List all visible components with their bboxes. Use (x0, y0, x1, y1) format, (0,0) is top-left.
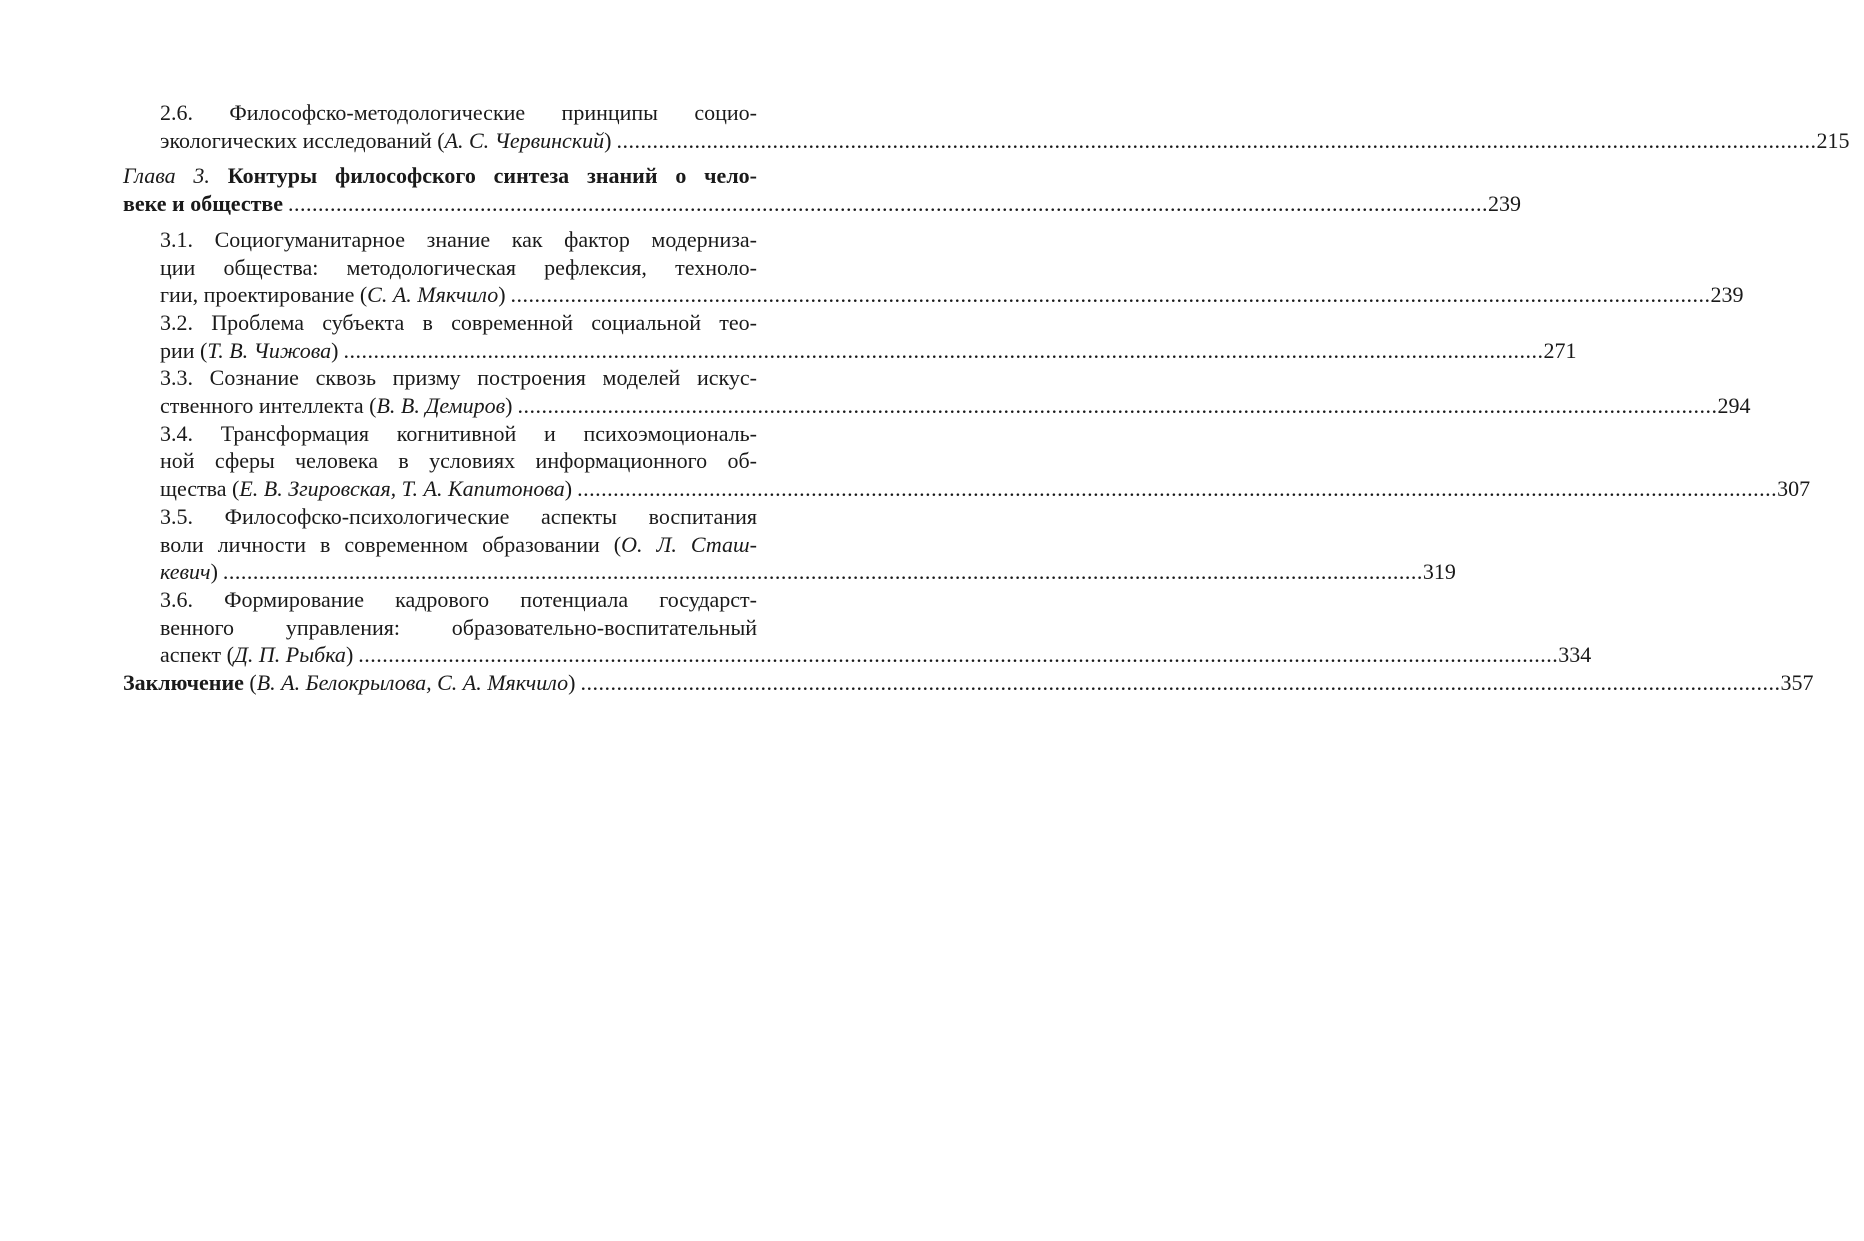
toc-paren: ) (505, 393, 513, 419)
toc-paren: ) (564, 476, 573, 502)
toc-page-number: 239 (1710, 282, 1744, 308)
toc-author: В. А. Белокрылова, С. А. Мякчило (256, 670, 569, 696)
toc-line: 3.4. Трансформация когнитивной и психоэмоциональ- (160, 420, 757, 446)
toc-page-number: 334 (1558, 642, 1592, 668)
toc-line: 2.6. Философско-методологические принципы социо- (160, 100, 757, 125)
toc-last-line (160, 337, 1577, 365)
toc-line: 3.1. Социогуманитарное знание как фактор модерниза- (160, 226, 757, 252)
toc-last-line (160, 641, 1592, 669)
table-of-contents (123, 99, 1850, 697)
toc-paren: ) (498, 282, 506, 308)
toc-page-number: 319 (1422, 559, 1456, 585)
toc-text: ственного интеллекта ( (160, 393, 377, 419)
toc-last-line (160, 281, 1744, 309)
toc-entry-3-3[interactable] (160, 364, 1751, 419)
toc-page-number: 357 (1780, 670, 1814, 696)
dot-leader: ........................................................................................................................................................................................................ (358, 642, 1559, 668)
chapter-label: Глава 3. (123, 163, 210, 189)
toc-page-number: 271 (1543, 337, 1577, 363)
toc-line: 3.5. Философско-психологические аспекты воспитания (160, 503, 757, 529)
toc-author: Е. В. Згировская, Т. А. Капитонова (239, 476, 565, 502)
toc-last-line (160, 127, 1850, 155)
dot-leader: ........................................................................................................................................................................................................ (288, 191, 1489, 217)
toc-text: ( (243, 670, 257, 696)
toc-entry-3-6[interactable] (160, 586, 1592, 669)
toc-author: С. А. Мякчило (367, 282, 499, 308)
dot-leader: ........................................................................................................................................................................................................ (580, 670, 1781, 696)
toc-line: венного управления: образовательно-воспитательный (160, 614, 757, 640)
toc-entry-3-2[interactable] (160, 309, 1577, 364)
toc-page-number: 239 (1488, 191, 1522, 217)
conclusion-title: Заключение (123, 670, 244, 696)
toc-page-number: 294 (1717, 393, 1751, 419)
toc-paren: ) (604, 127, 612, 153)
toc-entry-3-4[interactable] (160, 420, 1811, 503)
toc-entry-2-6[interactable] (160, 99, 1850, 154)
toc-line: 3.6. Формирование кадрового потенциала государст- (160, 586, 757, 612)
toc-paren: ) (568, 670, 576, 696)
toc-text: щества ( (160, 476, 240, 502)
toc-author: А. С. Червинский (444, 127, 605, 153)
toc-last-line (160, 558, 1456, 586)
toc-last-line (160, 475, 1811, 503)
chapter-title-end: веке и обществе (123, 191, 284, 217)
toc-entry-chapter-3[interactable] (123, 162, 1522, 217)
toc-last-line (123, 669, 1814, 697)
toc-text: воли личности в современном образовании ( (160, 531, 622, 557)
toc-last-line (160, 392, 1751, 420)
dot-leader: ........................................................................................................................................................................................................ (517, 393, 1718, 419)
chapter-title: Контуры философского синтеза знаний о чело- (227, 163, 757, 189)
toc-text: рии ( (160, 337, 208, 363)
toc-entry-3-5[interactable] (160, 503, 1456, 586)
dot-leader: ........................................................................................................................................................................................................ (222, 559, 1423, 585)
dot-leader: ........................................................................................................................................................................................................ (510, 282, 1711, 308)
toc-page-number: 307 (1777, 476, 1811, 502)
dot-leader: ........................................................................................................................................................................................................ (616, 127, 1817, 153)
toc-paren: ) (331, 337, 339, 363)
toc-line (123, 162, 757, 190)
toc-paren: ) (210, 559, 218, 585)
dot-leader: ........................................................................................................................................................................................................ (343, 337, 1544, 363)
toc-entry-conclusion[interactable] (123, 669, 1814, 697)
toc-line (160, 531, 757, 559)
toc-page-number: 215 (1816, 127, 1850, 153)
toc-last-line (123, 190, 1522, 218)
toc-text: гии, проектирование ( (160, 282, 368, 308)
toc-entry-3-1[interactable] (160, 226, 1744, 309)
toc-text: аспект ( (160, 642, 234, 668)
dot-leader: ........................................................................................................................................................................................................ (577, 476, 1778, 502)
toc-text: экологических исследований ( (160, 127, 445, 153)
toc-author: Д. П. Рыбка (233, 642, 346, 668)
toc-author: кевич (160, 559, 211, 585)
toc-author: Т. В. Чижова (207, 337, 332, 363)
toc-author: В. В. Демиров (376, 393, 506, 419)
toc-line: ции общества: методологическая рефлексия, техноло- (160, 254, 757, 280)
toc-paren: ) (345, 642, 354, 668)
toc-author: О. Л. Сташ- (621, 531, 757, 557)
toc-line: 3.3. Сознание сквозь призму построения моделей искус- (160, 365, 757, 391)
toc-line: ной сферы человека в условиях информационного об- (160, 448, 757, 474)
toc-line: 3.2. Проблема субъекта в современной социальной тео- (160, 309, 757, 335)
